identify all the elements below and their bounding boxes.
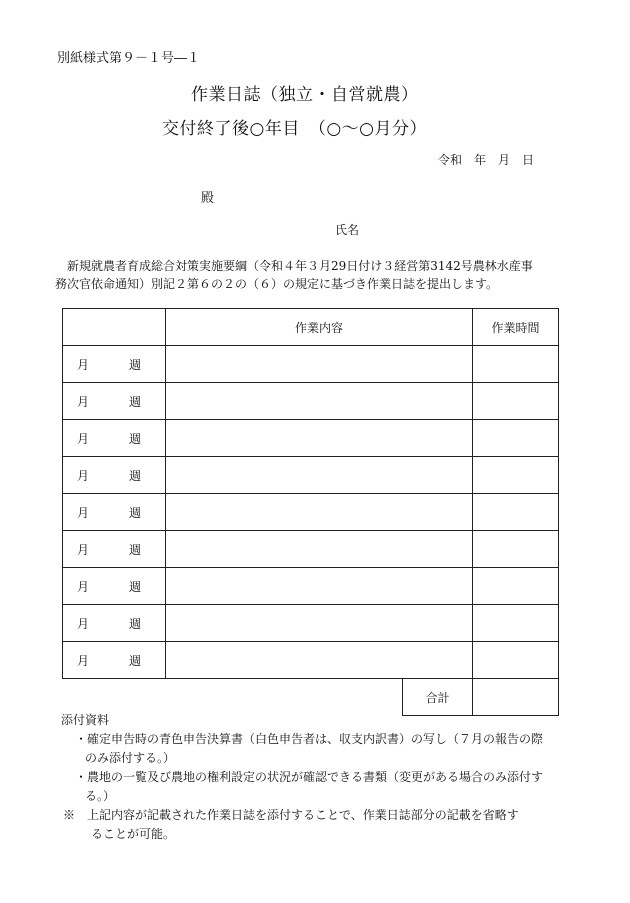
total-label: 合計 [403, 679, 473, 716]
work-content-cell[interactable] [166, 383, 473, 420]
work-content-cell[interactable] [166, 494, 473, 531]
period-cell [63, 494, 166, 531]
work-content-cell[interactable] [166, 457, 473, 494]
attachment-item-2-line-2: る。） [85, 789, 116, 803]
addressee-suffix: 殿 [201, 191, 215, 206]
header-period-cell [63, 309, 166, 346]
month-label: 月 [77, 505, 90, 520]
period-cell [63, 457, 166, 494]
attachment-note-line-1: ※ 上記内容が記載された作業日誌を添付することで、作業日誌部分の記載を省略す [63, 808, 519, 822]
attachment-note-line-2: ることが可能。 [91, 827, 176, 841]
attachment-item-1 [71, 730, 571, 768]
work-content-cell[interactable] [166, 642, 473, 679]
table-row [63, 383, 559, 420]
name-label: 氏名 [335, 223, 360, 237]
month-label: 月 [77, 468, 90, 483]
week-label: 週 [129, 542, 142, 557]
header-work-time: 作業時間 [473, 309, 559, 346]
month-label: 月 [77, 542, 90, 557]
body-text-line-1: 新規就農者育成総合対策実施要綱（令和４年３月29日付け３経営第3142号農林水産事 [67, 259, 533, 273]
attachment-note [61, 806, 571, 844]
attachment-item-2 [71, 768, 571, 806]
period-cell [63, 642, 166, 679]
body-text [55, 257, 565, 293]
work-content-cell[interactable] [166, 568, 473, 605]
month-label: 月 [77, 579, 90, 594]
work-time-cell[interactable] [473, 568, 559, 605]
table-row [63, 346, 559, 383]
table-row [63, 568, 559, 605]
work-content-cell[interactable] [166, 420, 473, 457]
work-time-cell[interactable] [473, 494, 559, 531]
month-label: 月 [77, 394, 90, 409]
title-line-2: 交付終了後○年目 （○～○月分） [162, 119, 427, 139]
title-line-1: 作業日誌（独立・自営就農） [191, 85, 419, 105]
week-label: 週 [129, 431, 142, 446]
week-label: 週 [129, 357, 142, 372]
work-time-cell[interactable] [473, 605, 559, 642]
week-label: 週 [129, 579, 142, 594]
table-header-row [63, 309, 559, 346]
month-label: 月 [77, 616, 90, 631]
month-label: 月 [77, 431, 90, 446]
work-time-cell[interactable] [473, 457, 559, 494]
period-cell [63, 605, 166, 642]
total-time-cell[interactable] [473, 679, 559, 716]
work-time-cell[interactable] [473, 642, 559, 679]
table-row [63, 605, 559, 642]
period-cell [63, 383, 166, 420]
attachment-item-1-line-1: ・確定申告時の青色申告決算書（白色申告者は、収支内訳書）の写し（７月の報告の際 [75, 732, 544, 746]
table-row [63, 531, 559, 568]
week-label: 週 [129, 468, 142, 483]
work-time-cell[interactable] [473, 346, 559, 383]
week-label: 週 [129, 616, 142, 631]
table-row [63, 457, 559, 494]
period-cell [63, 531, 166, 568]
table-row [63, 642, 559, 679]
week-label: 週 [129, 653, 142, 668]
work-content-cell[interactable] [166, 346, 473, 383]
period-cell [63, 346, 166, 383]
table-row [63, 420, 559, 457]
work-content-cell[interactable] [166, 531, 473, 568]
table-row [63, 494, 559, 531]
attachments-heading: 添付資料 [61, 713, 110, 727]
month-label: 月 [77, 653, 90, 668]
body-text-line-2: 務次官依命通知）別記２第６の２の（６）の規定に基づき作業日誌を提出します。 [55, 277, 499, 291]
work-diary-table [62, 308, 559, 716]
week-label: 週 [129, 394, 142, 409]
date-line: 令和 年 月 日 [438, 153, 535, 167]
total-row [63, 679, 559, 716]
period-cell [63, 568, 166, 605]
attachment-item-1-line-2: のみ添付する。） [85, 751, 176, 765]
period-cell [63, 420, 166, 457]
header-work-content: 作業内容 [166, 309, 473, 346]
attachment-item-2-line-1: ・農地の一覧及び農地の権利設定の状況が確認できる書類（変更がある場合のみ添付す [75, 770, 544, 784]
week-label: 週 [129, 505, 142, 520]
work-time-cell[interactable] [473, 531, 559, 568]
form-number: 別紙様式第９－１号―１ [57, 51, 201, 66]
work-content-cell[interactable] [166, 605, 473, 642]
attachments-section [61, 711, 571, 844]
work-time-cell[interactable] [473, 383, 559, 420]
month-label: 月 [77, 357, 90, 372]
work-time-cell[interactable] [473, 420, 559, 457]
